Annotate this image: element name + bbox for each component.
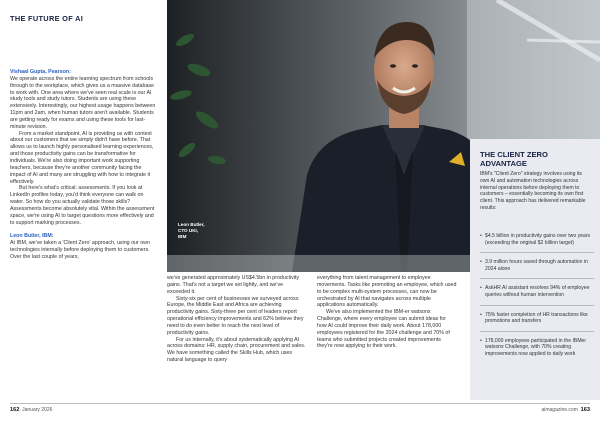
caption-role: CTO UKI, bbox=[178, 227, 199, 233]
paragraph: we've generated approximately US$4.5bn in productivity gains. That's not a target we set lightly, and we've exceeded it. bbox=[167, 275, 300, 295]
paragraph: everything from talent management to employee movements. Tasks like promoting an employee, which used to be complex multi-system processes, can now be orchestrated by AI that navigates across multiple applications automatically. bbox=[317, 275, 457, 309]
caption-company: IBM bbox=[178, 233, 187, 239]
paragraph: At IBM, we've taken a 'Client Zero' approach, using our own technologies internally before deploying them to customers. Over the last couple of years, bbox=[10, 240, 150, 260]
site-link[interactable]: aimagazine.com bbox=[541, 407, 578, 413]
page-number-right: 163 bbox=[580, 407, 590, 413]
paragraph: We operate across the entire learning spectrum from schools through to the workplace, which gives us a massive database to work with. One area where we've seen real scale is our AI study tools and study tutors. Students are using these extensively. Interestingly, our highest usage happens between 11pm and 2am, when human tutors aren't available. Students are getting ready for exams and using these tools for last-minute revision. bbox=[10, 75, 156, 130]
speaker-label: Vishaal Gupta, Pearson: bbox=[10, 69, 71, 75]
list-item: • AskHR AI assistant resolves 94% of employee queries without human intervention bbox=[480, 285, 594, 298]
issue-date: January 2026 bbox=[22, 407, 53, 413]
list-item: • 178,000 employees participated in the IBMer watsonx Challenge, with 70% creating improvements now applied to daily work bbox=[480, 338, 594, 358]
paragraph: But here's what's critical: assessments. If you look at LinkedIn profiles today, you'd think everyone can walk on water. So how do you actually validate those skills? Assessments become absolutely vital. Within the assessment space, we're using AI to target questions more effectively and to support marking processes. bbox=[10, 185, 155, 226]
paragraph: For us internally, it's about systematically applying AI across domains: HR, supply chain, procurement and sales. We have something called the Skills Hub, which uses natural language to query bbox=[167, 336, 306, 364]
text-column-3 bbox=[317, 275, 457, 350]
footer-left bbox=[10, 407, 52, 413]
list-item: • 3.9 million hours saved through automation in 2024 alone bbox=[480, 259, 594, 272]
page-number-left: 162 bbox=[10, 407, 20, 413]
paragraph: Sixty-six per cent of businesses we surveyed across Europe, the Middle East and Africa are achieving productivity gains. Sixty-three per cent of leaders report operational efficiency improvements and 62% believe they need to do even better to reach the next level of productivity gains. bbox=[167, 295, 304, 336]
sidebar-list bbox=[480, 233, 594, 364]
footer-divider bbox=[10, 403, 590, 404]
list-item: • $4.5 billion in productivity gains over two years (exceeding the original $2 billion target) bbox=[480, 233, 594, 246]
text-column-2 bbox=[167, 275, 307, 364]
caption-name: Leon Butler, bbox=[178, 222, 205, 227]
paragraph: From a market standpoint, AI is providing us with context about our customers that we simply didn't have before. That allows us to launch highly personalised learning experiences, and those productivity gains can be transformative for individuals. We're also doing important work supporting teachers, because they're another community facing the impact of AI and many are struggling with how to integrate it effectively. bbox=[10, 130, 154, 185]
sidebar-intro: IBM's "Client Zero" strategy involves using its own AI and automation technologies across internal operations before deploying them to customers – essentially becoming its own first client. This approach has delivered remarkable results: bbox=[480, 171, 586, 211]
section-title: THE FUTURE OF AI bbox=[10, 14, 84, 23]
list-item: • 75% faster completion of HR transactions like promotions and transfers bbox=[480, 312, 594, 325]
footer-right bbox=[541, 407, 590, 413]
photo-caption bbox=[178, 222, 205, 239]
sidebar-title: THE CLIENT ZERO ADVANTAGE bbox=[480, 150, 548, 169]
paragraph: We've also implemented the IBM-er watsonx Challenge, where every employee can submit ideas for how AI could improve their daily work. About 178,000 employees registered for the 2024 challenge and 70% of teams who submitted projects created improvements they're now applying to their work. bbox=[317, 309, 450, 350]
text-column-1 bbox=[10, 69, 156, 261]
client-zero-sidebar bbox=[470, 139, 600, 400]
speaker-label: Leon Butler, IBM: bbox=[10, 233, 54, 240]
